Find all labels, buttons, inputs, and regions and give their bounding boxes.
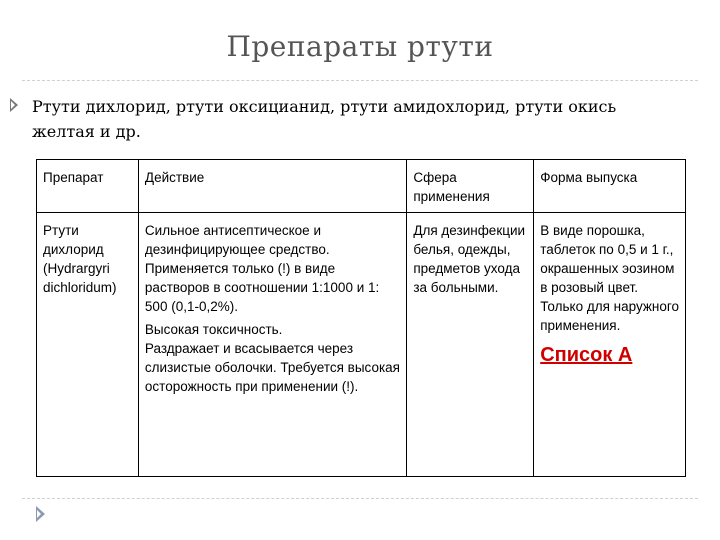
triangle-next-icon[interactable]: [36, 506, 45, 522]
action-text-1: Сильное антисептическое и дезинфицирующее средство. Применяется только (!) в виде растворов в соотношении 1:1000 и 1: 500 (0,1-0,2%).: [144, 223, 380, 314]
triangle-bullet-icon: [10, 98, 18, 112]
form-text: В виде порошка, таблеток по 0,5 и 1 г., окрашенных эозином в розовый цвет. Только для наружного применения.: [540, 223, 679, 333]
bullet-text: Ртути дихлорид, ртути оксицианид, ртути амидохлорид, ртути окись желтая и др.: [32, 97, 617, 141]
table-row: [37, 213, 686, 477]
cell-action: [138, 213, 406, 477]
slide-title: Препараты ртути: [226, 30, 494, 63]
header-action: Действие: [138, 160, 406, 213]
table-header-row: [37, 160, 686, 213]
drug-table: [36, 159, 686, 477]
cell-scope: Для дезинфекции белья, одежды, предметов ухода за больными.: [407, 213, 534, 477]
cell-drug: Ртути дихлорид (Hydrargyri dichloridum): [37, 213, 139, 477]
title-divider: [22, 80, 698, 81]
header-scope: Сфера применения: [407, 160, 534, 213]
list-a-label: Список А: [540, 344, 633, 366]
header-form: Форма выпуска: [534, 160, 686, 213]
bottom-divider: [22, 498, 698, 499]
header-drug: Препарат: [37, 160, 139, 213]
action-text-3: Раздражает и всасывается через слизистые оболочки. Требуется высокая осторожность при применении (!).: [144, 341, 400, 394]
cell-form: [534, 213, 686, 477]
action-text-2: Высокая токсичность.: [144, 322, 283, 337]
